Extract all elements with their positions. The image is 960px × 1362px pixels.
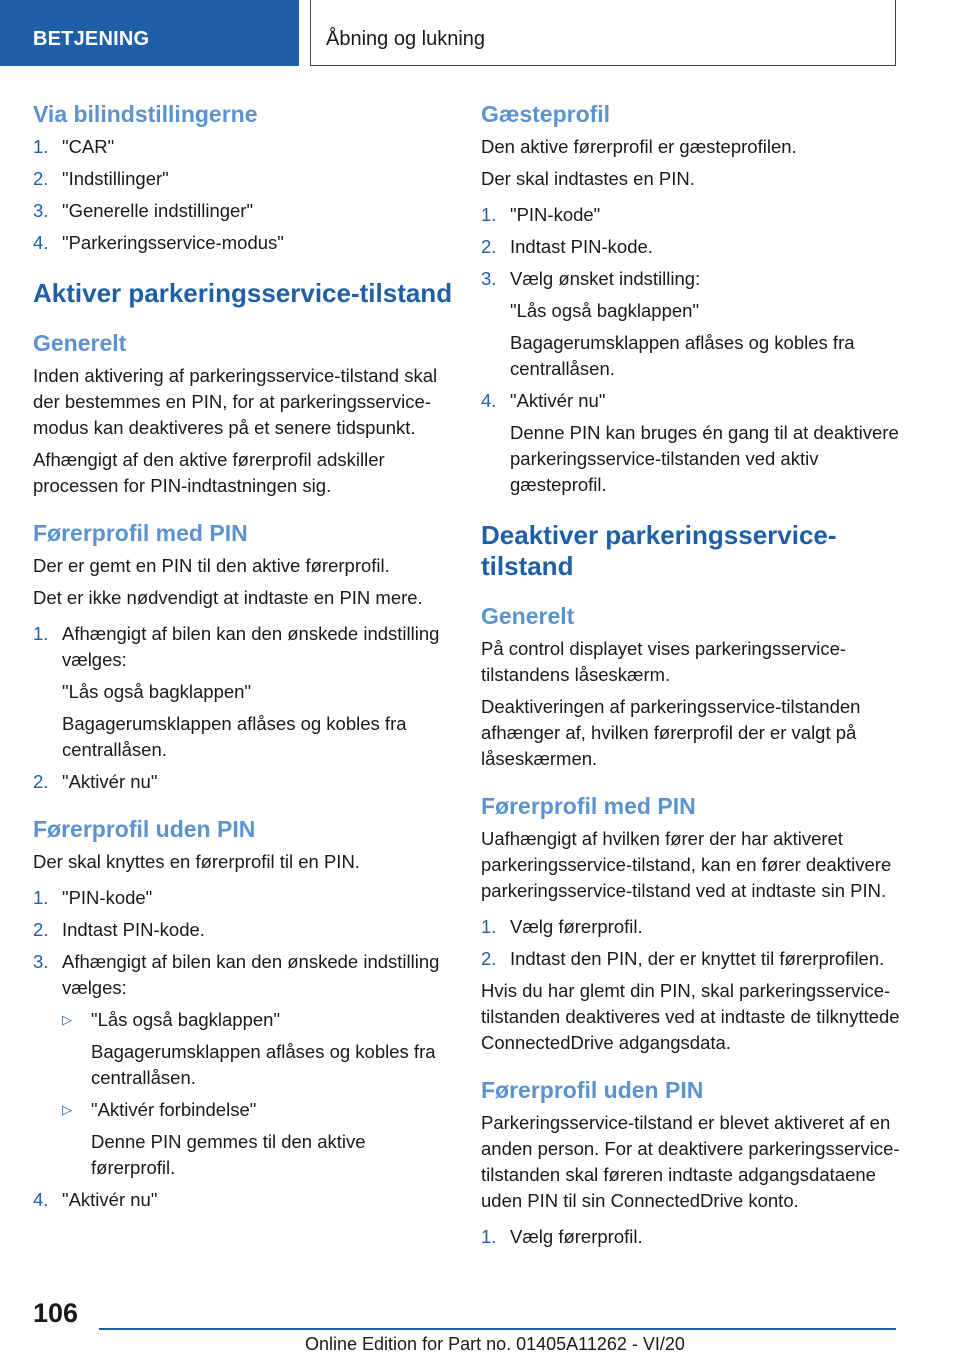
paragraph: Uafhængigt af hvilken fører der har aktiveret parkeringsservice-tilstand, kan en fører deaktivere parkeringsservice-tilstand ved at indtaste sin PIN. [481, 828, 892, 901]
heading-profile-without-pin: Førerprofil uden PIN [33, 816, 256, 842]
list-item: 2. Indtast den PIN, der er knyttet til førerprofilen. [481, 948, 885, 969]
list-item: ▷ "Lås også bagklappen" Bagagerumsklappen aflåses og kobles fra centrallåsen. [62, 1009, 436, 1088]
deactivate-with-pin-steps [481, 914, 901, 972]
list-item: 2. Indtast PIN-kode. [481, 236, 653, 257]
heading-profile-with-pin: Førerprofil med PIN [481, 793, 696, 819]
right-column [481, 100, 901, 1256]
section-label: BETJENING [33, 28, 150, 50]
heading-general: Generelt [33, 330, 127, 356]
heading-general: Generelt [481, 603, 575, 629]
heading-profile-with-pin: Førerprofil med PIN [33, 520, 248, 546]
list-item: ▷ "Aktivér forbindelse" Denne PIN gemmes til den aktive førerprofil. [62, 1099, 366, 1178]
triangle-bullet-icon: ▷ [62, 1102, 72, 1117]
list-item: 2. "Indstillinger" [33, 168, 169, 189]
paragraph: Deaktiveringen af parkeringsservice-tilstanden afhænger af, hvilken førerprofil der er valgt på låseskærmen. [481, 696, 861, 769]
paragraph: På control displayet vises parkeringsservice-tilstandens låseskærm. [481, 638, 847, 685]
option-list [62, 1007, 453, 1181]
heading-guest-profile: Gæsteprofil [481, 101, 611, 127]
paragraph: Der skal knyttes en førerprofil til en PIN. [33, 851, 360, 872]
paragraph: Der er gemt en PIN til den aktive førerprofil. [33, 555, 390, 576]
list-item: 4. "Aktivér nu" [33, 1189, 158, 1210]
car-settings-steps [33, 134, 453, 256]
page-number: 106 [33, 1298, 79, 1328]
paragraph: Inden aktivering af parkeringsservice-tilstand skal der bestemmes en PIN, for at parkeringsservice-modus kan deaktiveres på et senere tidspunkt. [33, 365, 438, 438]
edition-footer: Online Edition for Part no. 01405A11262 - VI/20 [305, 1334, 685, 1354]
list-item: 2. "Aktivér nu" [33, 771, 158, 792]
paragraph: Hvis du har glemt din PIN, skal parkeringsservice-tilstanden deaktiveres ved at indtaste de tilknyttede ConnectedDrive adgangsdata. [481, 980, 900, 1053]
triangle-bullet-icon: ▷ [62, 1012, 72, 1027]
paragraph: Der skal indtastes en PIN. [481, 168, 695, 189]
footer-divider [99, 1328, 896, 1330]
heading-profile-without-pin: Førerprofil uden PIN [481, 1077, 704, 1103]
chapter-label: Åbning og lukning [326, 28, 486, 50]
list-item: 1. Afhængigt af bilen kan den ønskede indstilling vælges: "Lås også bagklappen" Bagagerumsklappen aflåses og kobles fra centrallåsen. [33, 623, 440, 760]
list-item: 3. Vælg ønsket indstilling: "Lås også bagklappen" Bagagerumsklappen aflåses og kobles fra centrallåsen. [481, 268, 855, 379]
list-item: 1. "CAR" [33, 136, 115, 157]
heading-deactivate-valet: Deaktiver parkeringsservice-tilstand [481, 520, 837, 581]
paragraph: Afhængigt af den aktive førerprofil adskiller processen for PIN-indtastningen sig. [33, 449, 385, 496]
with-pin-steps [33, 621, 453, 795]
list-item: 4. "Aktivér nu" Denne PIN kan bruges én gang til at deaktivere parkeringsservice-tilstanden ved aktiv gæsteprofil. [481, 390, 899, 495]
deactivate-without-pin-steps [481, 1224, 901, 1250]
paragraph: Parkeringsservice-tilstand er blevet aktiveret af en anden person. For at deaktivere parkeringsservice-tilstanden skal føreren indtaste adgangsdataene uden PIN til sin ConnectedDrive konto. [481, 1112, 900, 1211]
list-item: 3. Afhængigt af bilen kan den ønskede indstilling vælges: ▷ "Lås også bagklappen" Bagagerumsklappen aflåses og kobles fra centrallåsen. ▷ "Aktivér forbindelse" Denne PIN gemmes til den aktive førerprofil. [33, 949, 453, 1181]
heading-via-car-settings: Via bilindstillingerne [33, 101, 258, 127]
list-item: 1. "PIN-kode" [481, 204, 601, 225]
list-item: 1. Vælg førerprofil. [481, 1226, 643, 1247]
paragraph: Det er ikke nødvendigt at indtaste en PIN mere. [33, 587, 423, 608]
list-item: 4. "Parkeringsservice-modus" [33, 232, 284, 253]
heading-activate-valet: Aktiver parkeringsservice-tilstand [33, 278, 453, 308]
guest-steps [481, 202, 901, 498]
list-item: 1. Vælg førerprofil. [481, 916, 643, 937]
list-item: 1. "PIN-kode" [33, 887, 153, 908]
section-tab [0, 0, 299, 66]
left-column [33, 100, 453, 1219]
list-item: 3. "Generelle indstillinger" [33, 200, 254, 221]
chapter-tab [310, 0, 896, 66]
paragraph: Den aktive førerprofil er gæsteprofilen. [481, 136, 797, 157]
without-pin-steps [33, 885, 453, 1213]
list-item: 2. Indtast PIN-kode. [33, 919, 205, 940]
